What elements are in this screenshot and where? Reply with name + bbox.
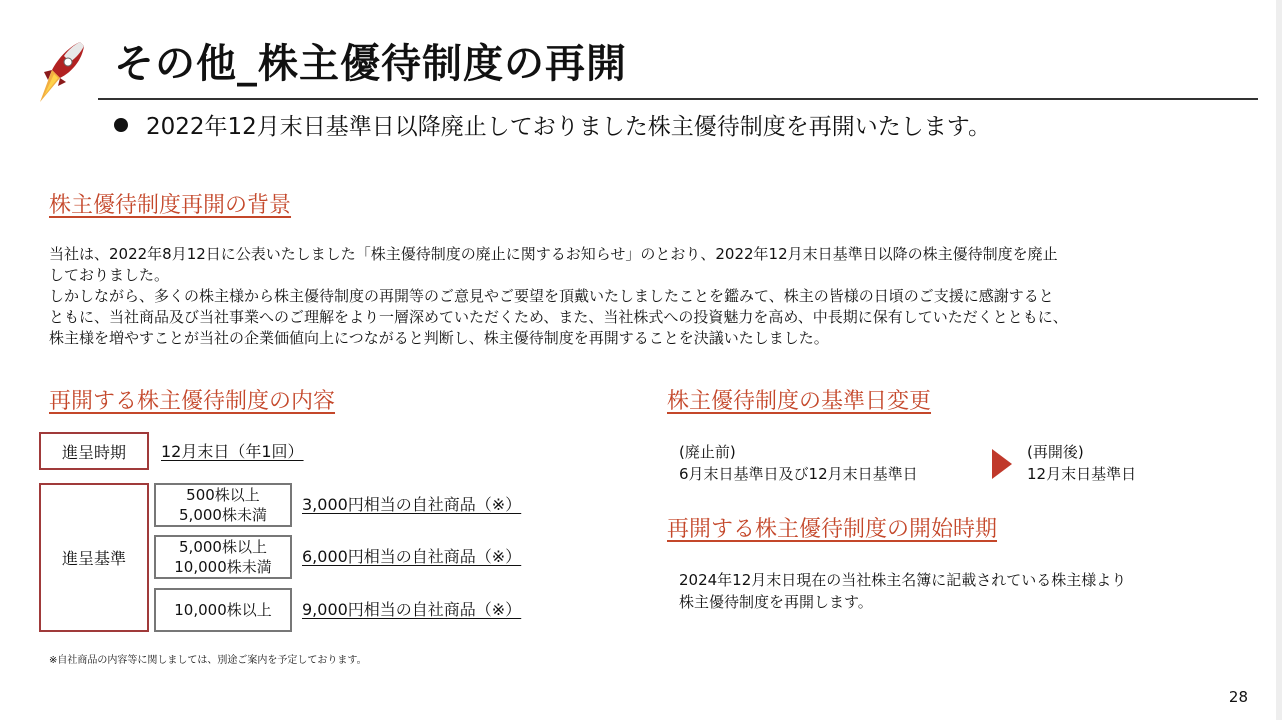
timing-value: 12月末日（年1回）	[161, 442, 304, 461]
paragraph-line: ともに、当社商品及び当社事業へのご理解をより一層深めていただくため、また、当社株式への投資魅力を高め、中長期に保有していただくとともに、	[49, 308, 1068, 326]
paragraph-line: 株主様を増やすことが当社の企業価値向上につながると判断し、株主優待制度を再開することを決議いたしました。	[49, 329, 829, 347]
after-label: (再開後)	[1027, 443, 1084, 461]
start-line: 株主優待制度を再開します。	[679, 593, 873, 611]
timing-label: 進呈時期	[61, 442, 126, 462]
background-heading: 株主優待制度再開の背景	[49, 193, 292, 218]
arrow-right-icon	[992, 449, 1012, 479]
tier-max: 5,000株未満	[179, 506, 267, 524]
paragraph-line: しておりました。	[49, 266, 170, 284]
timing-label-box	[39, 432, 149, 470]
background-paragraph	[49, 244, 1229, 349]
after-value: 12月末日基準日	[1027, 465, 1137, 483]
before-label: (廃止前)	[679, 443, 736, 461]
tier-benefit: 3,000円相当の自社商品（※）	[302, 495, 522, 514]
tier-min: 500株以上	[186, 486, 260, 504]
start-line: 2024年12月末日現在の当社株主名簿に記載されている株主様より	[679, 571, 1127, 589]
tier-benefit: 9,000円相当の自社商品（※）	[302, 600, 522, 619]
content-heading: 再開する株主優待制度の内容	[49, 389, 336, 414]
bullet-dot-icon	[114, 118, 128, 132]
summary-bullet	[114, 112, 991, 142]
record-date-heading: 株主優待制度の基準日変更	[667, 389, 932, 414]
tier-min: 10,000株以上	[174, 601, 272, 619]
criteria-label: 進呈基準	[61, 549, 126, 568]
after-block	[1027, 441, 1136, 485]
rocket-logo-icon	[34, 40, 86, 106]
tier-box	[154, 483, 292, 527]
tier-min: 5,000株以上	[179, 538, 267, 556]
right-edge-strip	[1276, 0, 1282, 720]
page-title: その他_株主優待制度の再開	[114, 41, 627, 87]
tier-box	[154, 588, 292, 632]
paragraph-line: しかしながら、多くの株主様から株主優待制度の再開等のご意見やご要望を頂戴いたしましたことを鑑みて、株主の皆様の日頃のご支援に感謝すると	[49, 287, 1054, 305]
title-underline	[98, 98, 1258, 100]
before-value: 6月末日基準日及び12月末日基準日	[679, 465, 918, 483]
tier-max: 10,000株未満	[174, 558, 272, 576]
summary-text: 2022年12月末日基準日以降廃止しておりました株主優待制度を再開いたします。	[146, 114, 991, 140]
tier-box	[154, 535, 292, 579]
tier-benefit: 6,000円相当の自社商品（※）	[302, 547, 522, 566]
before-block	[679, 441, 918, 485]
page-number: 28	[1228, 688, 1248, 706]
start-block	[679, 569, 1126, 613]
paragraph-line: 当社は、2022年8月12日に公表いたしました「株主優待制度の廃止に関するお知らせ」のとおり、2022年12月末日基準日以降の株主優待制度を廃止	[49, 245, 1058, 263]
criteria-label-box	[39, 483, 149, 632]
footnote: ※自社商品の内容等に関しましては、別途ご案内を予定しております。	[49, 655, 367, 666]
start-heading: 再開する株主優待制度の開始時期	[667, 517, 998, 542]
